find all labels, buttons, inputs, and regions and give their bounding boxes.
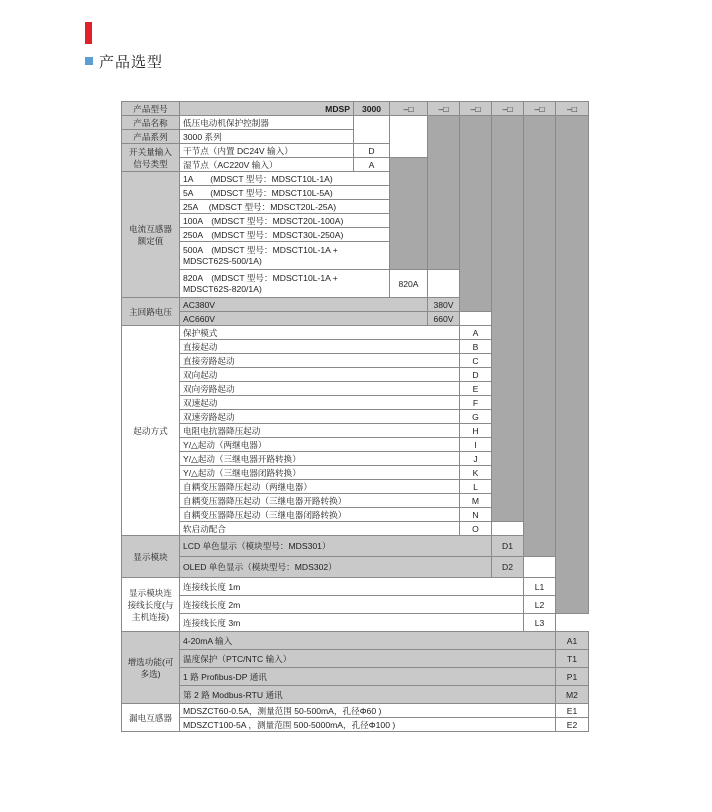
row-label: 电流互感器额定值: [122, 172, 180, 298]
option-desc: OLED 单色显示（模块型号：MDS302）: [180, 557, 492, 578]
table-row: [122, 536, 589, 557]
table-row: [122, 102, 589, 116]
option-desc: 直接旁路起动: [180, 354, 460, 368]
slot-cable: –□: [556, 102, 589, 116]
option-desc: 1A (MDSCT 型号：MDSCT10L-1A): [180, 172, 390, 186]
option-desc: 双速旁路起动: [180, 410, 460, 424]
option-desc: 1 路 Profibus-DP 通讯: [180, 668, 556, 686]
product-selection-table: [121, 101, 589, 732]
row-label: 增选功能(可多选): [122, 632, 180, 704]
option-desc: 直接起动: [180, 340, 460, 354]
row-label: 产品名称: [122, 116, 180, 130]
option-desc: 5A (MDSCT 型号：MDSCT10L-5A): [180, 186, 390, 200]
option-desc: 250A (MDSCT 型号：MDSCT30L-250A): [180, 228, 390, 242]
table-row: [122, 668, 589, 686]
option-desc: 干节点（内置 DC24V 输入）: [180, 144, 354, 158]
option-desc: 双向起动: [180, 368, 460, 382]
slot-ct: –□: [428, 102, 460, 116]
row-label: 显示模块连接线长度(与主机连接): [122, 578, 180, 632]
option-code: L2: [524, 596, 556, 614]
bullet-square-icon: [85, 57, 93, 65]
option-code: M: [460, 494, 492, 508]
model-prefix: MDSP: [321, 102, 354, 116]
table-row: [122, 116, 589, 130]
model-series: 3000: [354, 102, 390, 116]
option-desc: Y/△起动（三继电器开路转换）: [180, 452, 460, 466]
table-row: [122, 650, 589, 668]
option-desc: 双速起动: [180, 396, 460, 410]
option-desc: 保护模式: [180, 326, 460, 340]
table-row: [122, 718, 589, 732]
page-title: 产品选型: [99, 53, 164, 71]
option-code: J: [460, 452, 492, 466]
option-code: L3: [524, 614, 556, 632]
option-desc: 湿节点（AC220V 输入）: [180, 158, 354, 172]
option-code: M2: [556, 686, 589, 704]
table-row: [122, 704, 589, 718]
option-desc: 连接线长度 3m: [180, 614, 524, 632]
option-desc: 820A (MDSCT 型号：MDSCT10L-1A + MDSCT62S-820/1A): [180, 270, 390, 298]
option-desc: 4-20mA 输入: [180, 632, 556, 650]
row-label: 起动方式: [122, 326, 180, 536]
option-desc: 电阻电抗器降压起动: [180, 424, 460, 438]
option-code: D: [354, 144, 390, 158]
title-accent-bar: [85, 22, 92, 44]
row-label: 开关量输入信号类型: [122, 144, 180, 172]
table-row: [122, 578, 589, 596]
option-code: E2: [556, 718, 589, 732]
product-series: 3000 系列: [180, 130, 354, 144]
option-code: E1: [556, 704, 589, 718]
option-code: O: [460, 522, 492, 536]
option-desc: AC380V: [180, 298, 428, 312]
option-code: L: [460, 480, 492, 494]
option-desc: 第 2 路 Modbus-RTU 通讯: [180, 686, 556, 704]
option-code: B: [460, 340, 492, 354]
option-desc: MDSZCT60-0.5A，测量范围 50-500mA，孔径Φ60 ): [180, 704, 556, 718]
option-code: P1: [556, 668, 589, 686]
option-code: A1: [556, 632, 589, 650]
option-code: T1: [556, 650, 589, 668]
option-code: G: [460, 410, 492, 424]
option-code: 380V: [428, 298, 460, 312]
table-row: [122, 614, 589, 632]
option-desc: 自耦变压器降压起动（三继电器闭路转换）: [180, 508, 460, 522]
slot-start: –□: [492, 102, 524, 116]
option-desc: 25A (MDSCT 型号：MDSCT20L-25A): [180, 200, 390, 214]
row-label: 主回路电压: [122, 298, 180, 326]
table-row: [122, 632, 589, 650]
option-desc: LCD 单色显示（模块型号：MDS301）: [180, 536, 492, 557]
option-desc: 软启动配合: [180, 522, 460, 536]
option-desc: Y/△起动（三继电器闭路转换）: [180, 466, 460, 480]
option-code: D2: [492, 557, 524, 578]
table-row: [122, 522, 589, 536]
option-desc: Y/△起动（两继电器）: [180, 438, 460, 452]
option-code: 820A: [390, 270, 428, 298]
section-header: [85, 52, 163, 70]
table-row: [122, 686, 589, 704]
option-desc: 温度保护（PTC/NTC 输入）: [180, 650, 556, 668]
option-code: H: [460, 424, 492, 438]
row-label: 产品系列: [122, 130, 180, 144]
slot-switch: –□: [390, 102, 428, 116]
option-code: 660V: [428, 312, 460, 326]
option-desc: 双向旁路起动: [180, 382, 460, 396]
table-row: [122, 596, 589, 614]
option-code: D1: [492, 536, 524, 557]
table-row: [122, 557, 589, 578]
option-code: C: [460, 354, 492, 368]
row-label: 产品型号: [122, 102, 180, 116]
option-code: D: [460, 368, 492, 382]
option-desc: MDSZCT100-5A ，测量范围 500-5000mA，孔径Φ100 ): [180, 718, 556, 732]
option-code: K: [460, 466, 492, 480]
option-code: E: [460, 382, 492, 396]
option-code: A: [460, 326, 492, 340]
option-code: A: [354, 158, 390, 172]
product-name: 低压电动机保护控制器: [180, 116, 354, 130]
option-desc: 自耦变压器降压起动（三继电器开路转换）: [180, 494, 460, 508]
option-desc: 自耦变压器降压起动（两继电器）: [180, 480, 460, 494]
option-desc: 连接线长度 2m: [180, 596, 524, 614]
option-desc: AC660V: [180, 312, 428, 326]
option-desc: 100A (MDSCT 型号：MDSCT20L-100A): [180, 214, 390, 228]
option-code: I: [460, 438, 492, 452]
option-code: F: [460, 396, 492, 410]
option-desc: 连接线长度 1m: [180, 578, 524, 596]
row-label: 漏电互感器: [122, 704, 180, 732]
row-label: 显示模块: [122, 536, 180, 578]
slot-display: –□: [524, 102, 556, 116]
option-desc: 500A (MDSCT 型号：MDSCT10L-1A + MDSCT62S-500/1A): [180, 242, 390, 270]
slot-voltage: –□: [460, 102, 492, 116]
option-code: L1: [524, 578, 556, 596]
option-code: N: [460, 508, 492, 522]
